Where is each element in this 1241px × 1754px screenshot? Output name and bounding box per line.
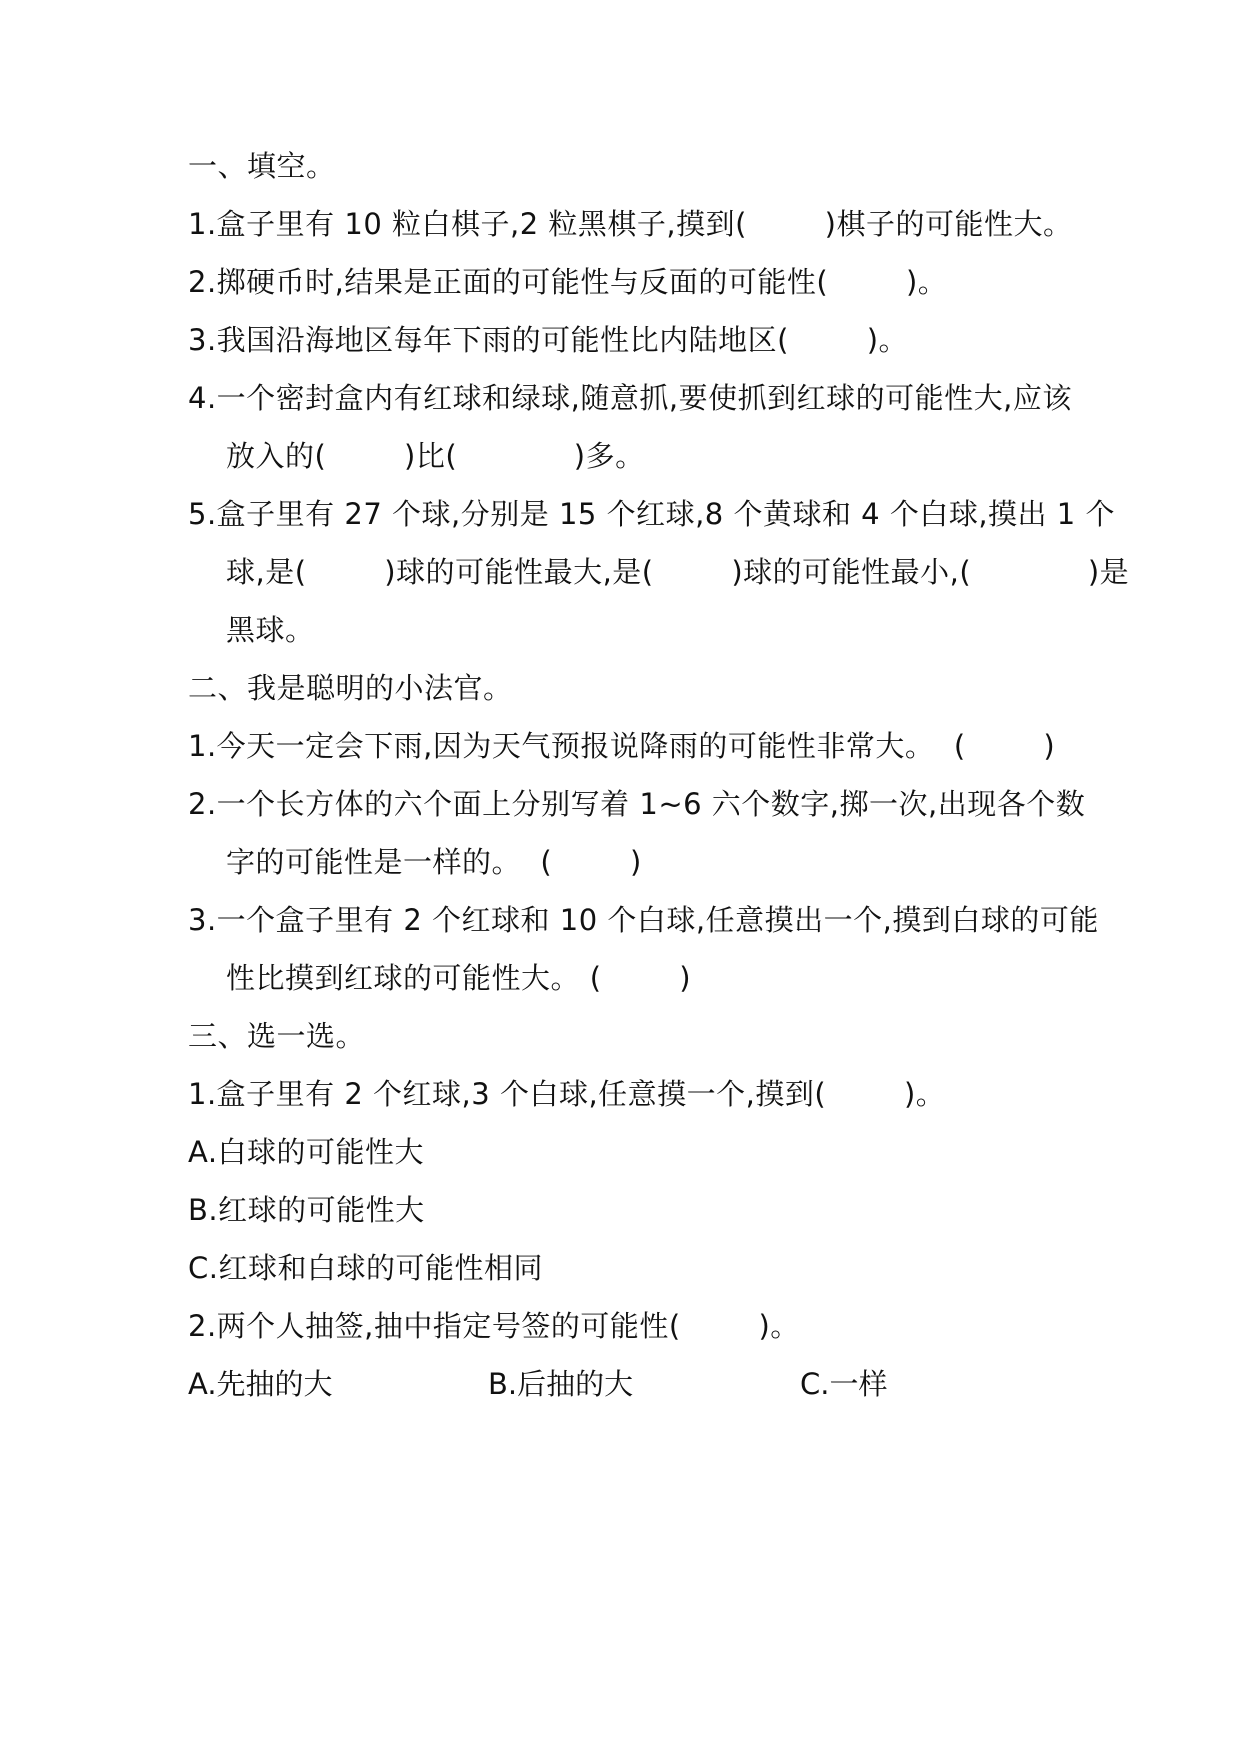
section-heading-choose: 三、选一选。: [188, 1019, 366, 1053]
question-3-2-option-a: A.先抽的大: [188, 1367, 333, 1401]
question-1-2: 2.掷硬币时,结果是正面的可能性与反面的可能性( )。: [188, 265, 948, 299]
question-2-3-line-2: 性比摸到红球的可能性大。 ( ): [226, 961, 692, 995]
question-1-4-line-1: 4.一个密封盒内有红球和绿球,随意抓,要使抓到红球的可能性大,应该: [188, 381, 1072, 415]
question-2-3-line-1: 3.一个盒子里有 2 个红球和 10 个白球,任意摸出一个,摸到白球的可能: [188, 903, 1099, 937]
question-1-5-line-1: 5.盒子里有 27 个球,分别是 15 个红球,8 个黄球和 4 个白球,摸出 1 个: [188, 497, 1115, 531]
question-3-1-option-a: A.白球的可能性大: [188, 1135, 425, 1169]
question-3-2-option-c: C.一样: [800, 1367, 888, 1401]
question-3-1-option-b: B.红球的可能性大: [188, 1193, 425, 1227]
question-1-4-line-2: 放入的( )比( )多。: [226, 439, 645, 473]
question-2-1: 1.今天一定会下雨,因为天气预报说降雨的可能性非常大。 ( ): [188, 729, 1056, 763]
question-1-3: 3.我国沿海地区每年下雨的可能性比内陆地区( )。: [188, 323, 909, 357]
question-2-2-line-1: 2.一个长方体的六个面上分别写着 1~6 六个数字,掷一次,出现各个数: [188, 787, 1086, 821]
question-1-5-line-3: 黑球。: [226, 613, 315, 647]
question-1-1: 1.盒子里有 10 粒白棋子,2 粒黑棋子,摸到( )棋子的可能性大。: [188, 207, 1073, 241]
question-3-2-option-b: B.后抽的大: [488, 1367, 634, 1401]
section-heading-fill-blank: 一、填空。: [188, 149, 336, 183]
question-2-2-line-2: 字的可能性是一样的。 ( ): [226, 845, 642, 879]
question-3-1-stem: 1.盒子里有 2 个红球,3 个白球,任意摸一个,摸到( )。: [188, 1077, 946, 1111]
question-3-2-stem: 2.两个人抽签,抽中指定号签的可能性( )。: [188, 1309, 800, 1343]
question-1-5-line-2: 球,是( )球的可能性最大,是( )球的可能性最小,( )是: [226, 555, 1130, 589]
question-3-1-option-c: C.红球和白球的可能性相同: [188, 1251, 543, 1285]
section-heading-judge: 二、我是聪明的小法官。: [188, 671, 513, 705]
